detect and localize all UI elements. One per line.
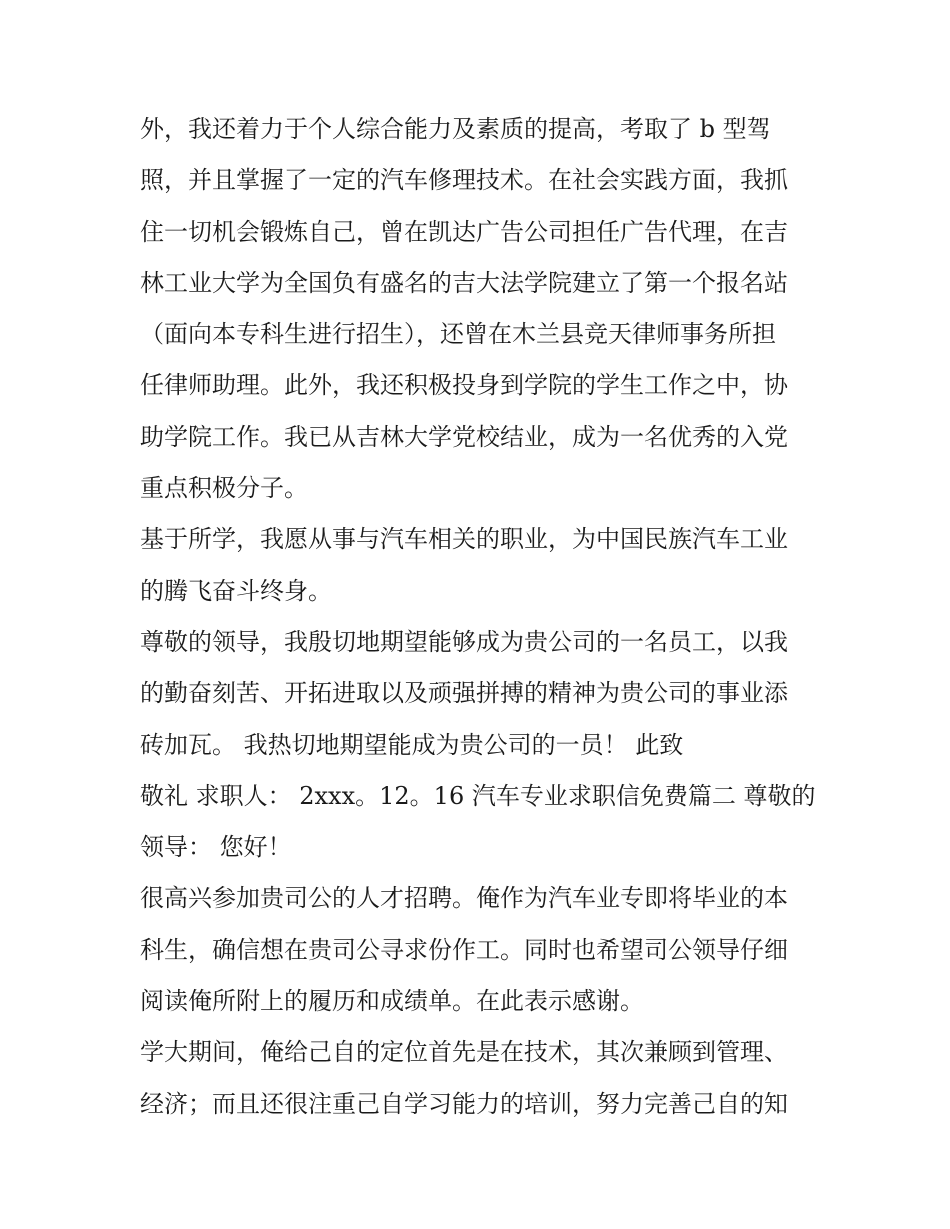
text-line-8: 重点积极分子。: [140, 474, 308, 503]
text-line-6: 任律师助理。此外，我还积极投身到学院的学生工作之中，协: [140, 371, 788, 400]
text-line-13: 砖加瓦。 我热切地期望能成为贵公司的一员！ 此致: [140, 730, 684, 759]
text-line-19: 学大期间，俺给己自的定位首先是在技术，其次兼顾到管理、: [140, 1038, 788, 1067]
text-line-1: 外，我还着力于个人综合能力及素质的提高，考取了 b 型驾: [140, 115, 771, 143]
text-line-11: 尊敬的领导，我殷切地期望能够成为贵公司的一名员工，以我: [140, 627, 788, 656]
text-line-16: 很高兴参加贵司公的人才招聘。俺作为汽车业专即将毕业的本: [140, 884, 788, 913]
text-line-2: 照，并且掌握了一定的汽车修理技术。在社会实践方面，我抓: [140, 166, 788, 195]
text-line-20: 经济；而且还很注重己自学习能力的培训，努力完善己自的知: [140, 1089, 788, 1118]
text-line-17: 科生，确信想在贵司公寻求份作工。同时也希望司公领导仔细: [140, 935, 788, 964]
text-line-15: 领导： 您好！: [140, 833, 292, 862]
text-line-14: 敬礼 求职人： 2xxx。12。16 汽车专业求职信免费篇二 尊敬的: [140, 781, 816, 810]
text-line-18: 阅读俺所附上的履历和成绩单。在此表示感谢。: [140, 987, 644, 1016]
text-line-10: 的腾飞奋斗终身。: [140, 576, 332, 605]
text-line-9: 基于所学，我愿从事与汽车相关的职业，为中国民族汽车工业: [140, 525, 788, 554]
text-line-7: 助学院工作。我已从吉林大学党校结业，成为一名优秀的入党: [140, 422, 788, 451]
text-line-4: 林工业大学为全国负有盛名的吉大法学院建立了第一个报名站: [140, 268, 788, 297]
document-body: [140, 104, 820, 1130]
text-line-12: 的勤奋刻苦、开拓进取以及顽强拼搏的精神为贵公司的事业添: [140, 679, 788, 708]
text-line-3: 住一切机会锻炼自己，曾在凯达广告公司担任广告代理，在吉: [140, 217, 788, 246]
text-line-5: （面向本专科生进行招生），还曾在木兰县竞天律师事务所担: [140, 320, 776, 349]
